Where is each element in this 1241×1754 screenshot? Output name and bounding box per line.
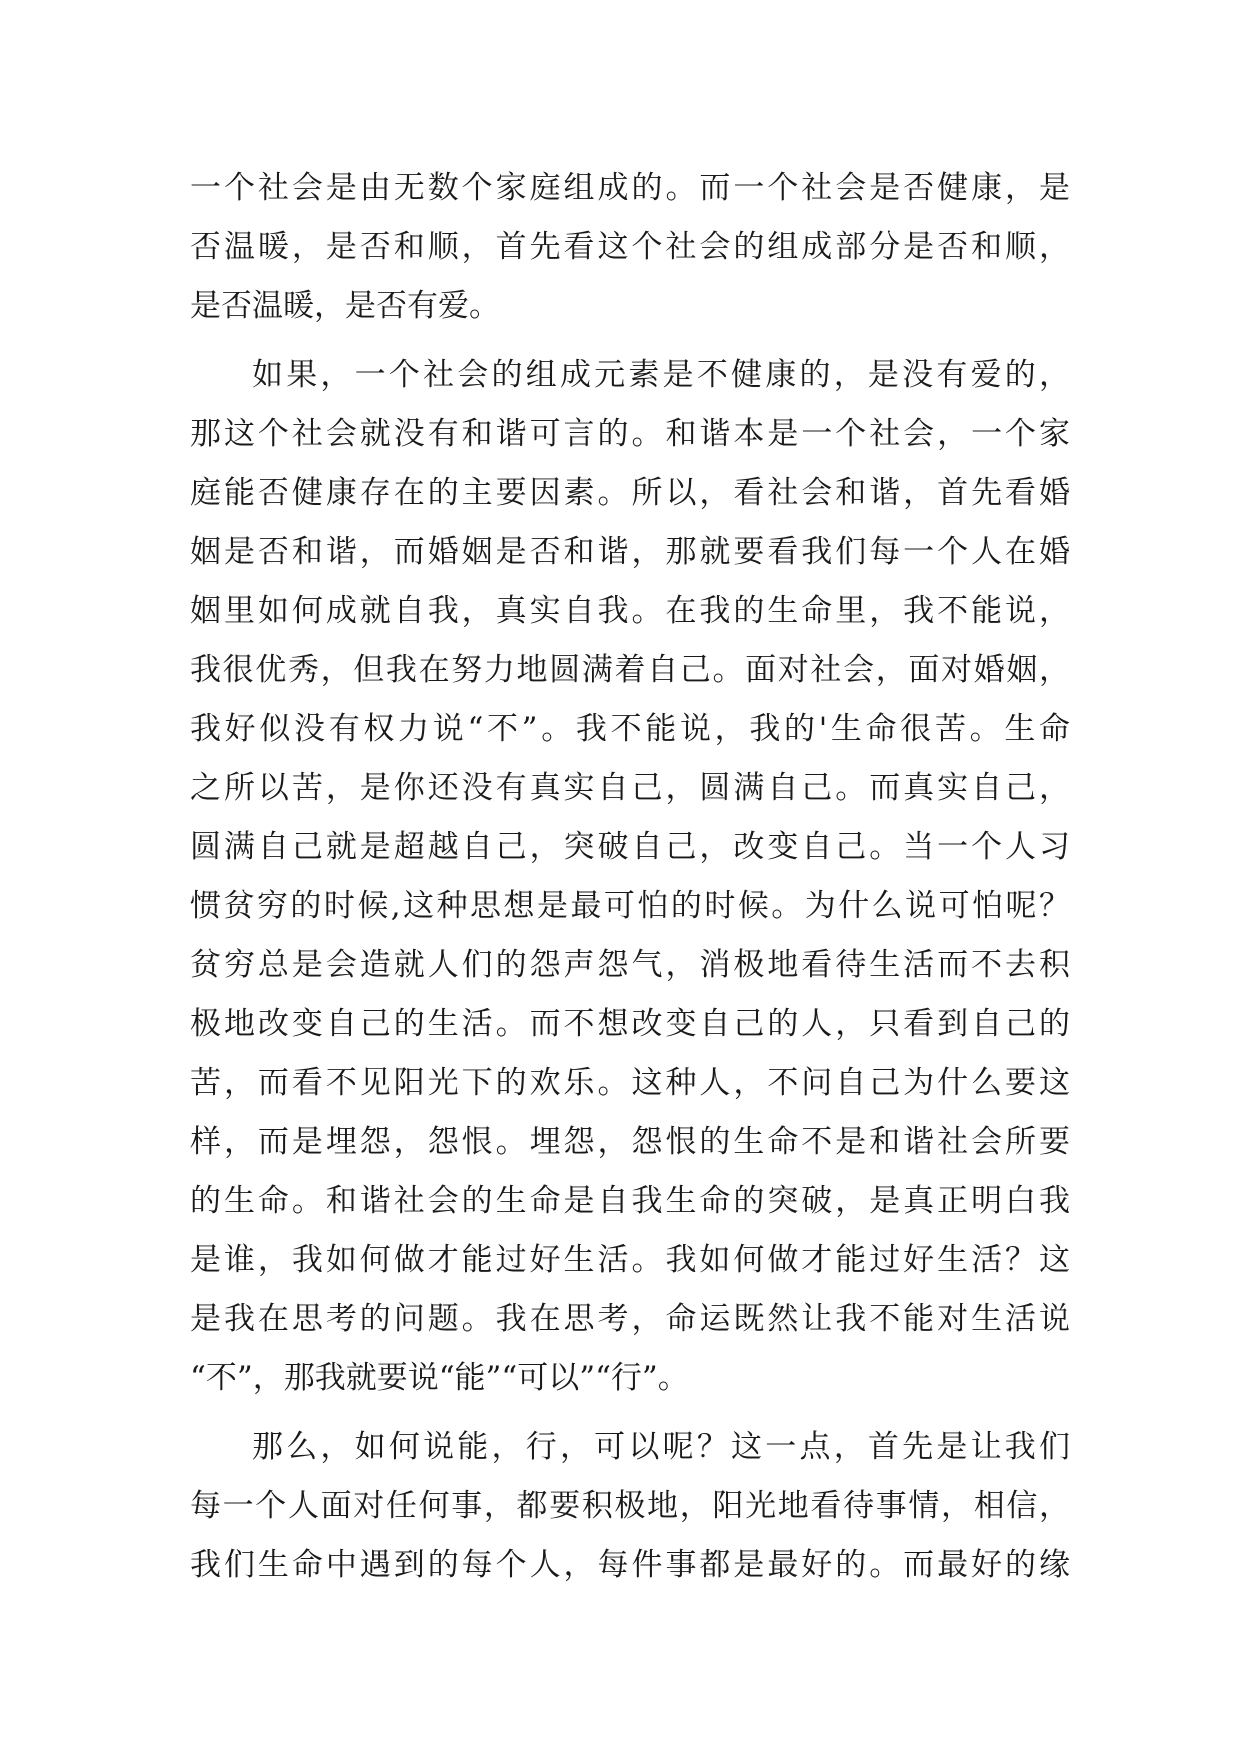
text-line: 之所以苦，是你还没有真实自己，圆满自己。而真实自己， xyxy=(190,770,1070,806)
text-line: 否温暖，是否和顺，首先看这个社会的组成部分是否和顺， xyxy=(190,229,1070,265)
text-line: 惯贫穷的时候,这种思想是最可怕的时候。为什么说可怕呢？ xyxy=(190,888,1070,924)
text-line: 的生命。和谐社会的生命是自我生命的突破，是真正明白我 xyxy=(190,1183,1070,1219)
text-line: 一个社会是由无数个家庭组成的。而一个社会是否健康，是 xyxy=(190,170,1070,206)
document-body xyxy=(190,159,1070,1595)
text-line: 我们生命中遇到的每个人，每件事都是最好的。而最好的缘 xyxy=(190,1547,1070,1583)
text-line: “不”，那我就要说“能”“可以”“行”。 xyxy=(190,1360,689,1396)
text-line: 是否温暖，是否有爱。 xyxy=(190,288,500,324)
text-line: 那么，如何说能，行，可以呢？这一点，首先是让我们 xyxy=(252,1429,1070,1465)
text-line: 极地改变自己的生活。而不想改变自己的人，只看到自己的 xyxy=(190,1006,1070,1042)
text-line: 样，而是埋怨，怨恨。埋怨，怨恨的生命不是和谐社会所要 xyxy=(190,1124,1070,1160)
paragraph-spacer xyxy=(190,336,1070,346)
text-line: 我好似没有权力说“不”。我不能说，我的'生命很苦。生命 xyxy=(190,711,1070,747)
text-line: 庭能否健康存在的主要因素。所以，看社会和谐，首先看婚 xyxy=(190,475,1070,511)
text-line: 贫穷总是会造就人们的怨声怨气，消极地看待生活而不去积 xyxy=(190,947,1070,983)
text-line: 如果，一个社会的组成元素是不健康的，是没有爱的， xyxy=(252,357,1070,393)
text-line: 姻里如何成就自我，真实自我。在我的生命里，我不能说， xyxy=(190,593,1070,629)
text-line: 苦，而看不见阳光下的欢乐。这种人，不问自己为什么要这 xyxy=(190,1065,1070,1101)
text-line: 那这个社会就没有和谐可言的。和谐本是一个社会，一个家 xyxy=(190,416,1070,452)
paragraph xyxy=(190,346,1070,1408)
paragraph xyxy=(190,1418,1070,1595)
text-line: 圆满自己就是超越自己，突破自己，改变自己。当一个人习 xyxy=(190,829,1070,865)
text-line: 姻是否和谐，而婚姻是否和谐，那就要看我们每一个人在婚 xyxy=(190,534,1070,570)
text-line: 每一个人面对任何事，都要积极地，阳光地看待事情，相信， xyxy=(190,1488,1070,1524)
text-line: 是谁，我如何做才能过好生活。我如何做才能过好生活？这 xyxy=(190,1242,1070,1278)
paragraph xyxy=(190,159,1070,336)
text-line: 我很优秀，但我在努力地圆满着自己。面对社会，面对婚姻， xyxy=(190,652,1070,688)
text-line: 是我在思考的问题。我在思考，命运既然让我不能对生活说 xyxy=(190,1301,1070,1337)
paragraph-spacer xyxy=(190,1408,1070,1418)
